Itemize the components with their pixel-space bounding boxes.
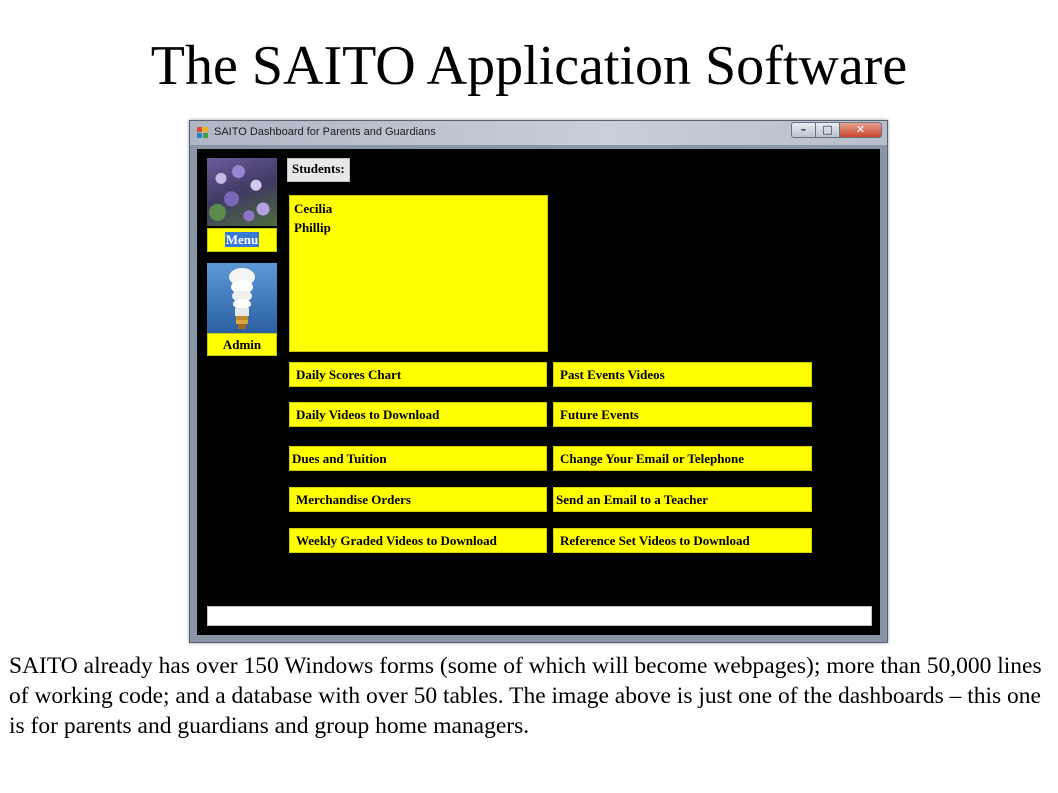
wisteria-flowers-image[interactable] [207, 158, 277, 226]
window-titlebar[interactable] [190, 121, 887, 145]
weekly-graded-videos-button[interactable]: Weekly Graded Videos to Download [289, 528, 547, 553]
future-events-button[interactable]: Future Events [553, 402, 812, 427]
admin-image[interactable] [207, 263, 277, 333]
minimize-icon: – [800, 123, 807, 136]
dashboard-client-area [197, 149, 880, 635]
app-window [189, 120, 888, 643]
students-label: Students: [287, 158, 350, 182]
reference-set-videos-button[interactable]: Reference Set Videos to Download [553, 528, 812, 553]
menu-label: Menu [225, 232, 259, 247]
admin-button[interactable]: Admin [207, 333, 277, 356]
email-teacher-button[interactable]: Send an Email to a Teacher [553, 487, 812, 512]
app-icon [197, 127, 208, 138]
daily-scores-chart-button[interactable]: Daily Scores Chart [289, 362, 547, 387]
close-icon: ✕ [855, 123, 866, 136]
dues-tuition-button[interactable]: Dues and Tuition [289, 446, 547, 471]
light-bulb-icon [207, 263, 277, 333]
slide-caption: SAITO already has over 150 Windows forms (some of which will become webpages); more than 50,000 lines of working code; and a database with over 50 tables. The image above is just one of the dashboards – this one is for parents and guardians and group home managers. [9, 653, 1042, 739]
maximize-icon: □ [822, 123, 833, 136]
minimize-button[interactable] [791, 122, 816, 138]
students-listbox[interactable] [289, 195, 548, 352]
merchandise-orders-button[interactable]: Merchandise Orders [289, 487, 547, 512]
window-title: SAITO Dashboard for Parents and Guardians [214, 126, 436, 138]
change-email-telephone-button[interactable]: Change Your Email or Telephone [553, 446, 812, 471]
menu-button[interactable] [207, 228, 277, 252]
list-item[interactable]: Cecilia [294, 201, 333, 216]
past-events-videos-button[interactable]: Past Events Videos [553, 362, 812, 387]
status-bar [207, 606, 872, 626]
maximize-button[interactable] [815, 122, 840, 138]
list-item[interactable]: Phillip [294, 220, 331, 235]
close-button[interactable] [839, 122, 882, 138]
slide-title: The SAITO Application Software [150, 35, 908, 97]
daily-videos-download-button[interactable]: Daily Videos to Download [289, 402, 547, 427]
